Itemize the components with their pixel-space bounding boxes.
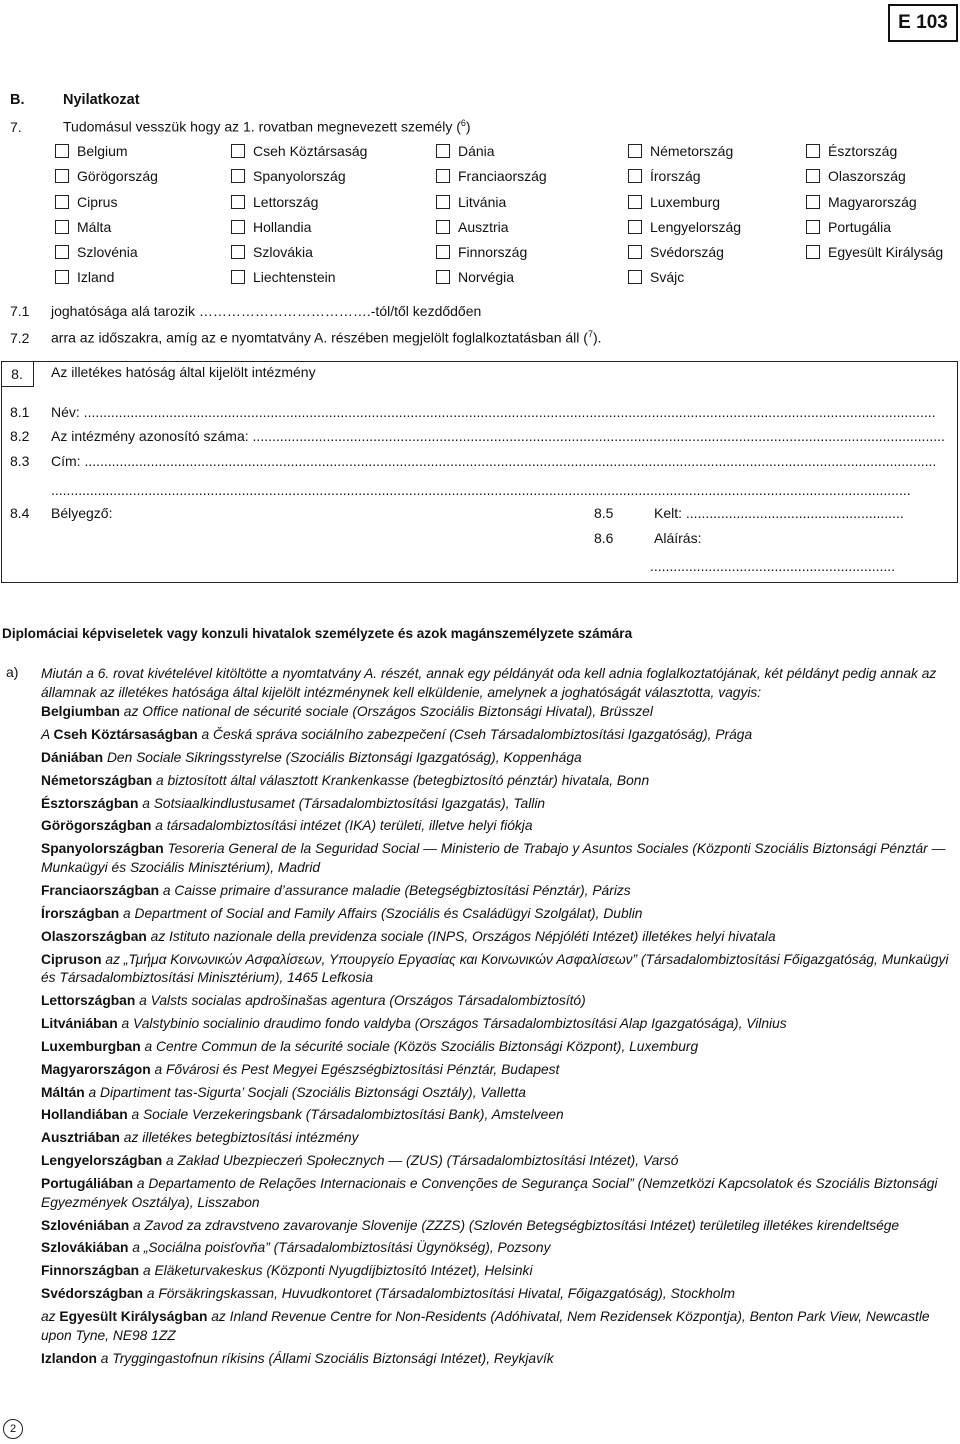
country-label: Görögország [77, 168, 158, 185]
item-7-2: 7.2 arra az időszakra, amíg az e nyomtatvány A. részében megjelölt foglalkoztatásban áll ($^7$). [10, 329, 602, 346]
country-label: Ausztria [458, 218, 509, 235]
country-row [0, 140, 960, 165]
checkbox[interactable] [436, 169, 450, 183]
item-a-intro: Miután a 6. rovat kivételével kitöltötte a nyomtatvány A. részét, annak egy példányát oda kell adnia foglalkoztatójának, két példányt pedig annak az államnak az illetékes hatósága által kijelölt intézménynek kell elküldenie, amelynek a joghatóságát választotta, vagyis: [41, 666, 937, 700]
country-label: Magyarország [828, 193, 917, 210]
institution-country: Ausztriában [41, 1130, 120, 1146]
institution-entry [41, 772, 959, 791]
checkbox[interactable] [628, 195, 642, 209]
country-option[interactable] [55, 165, 158, 187]
country-option[interactable] [806, 216, 891, 238]
item-7-2-end: ). [592, 329, 602, 346]
institution-entry [41, 1217, 959, 1236]
country-label: Lengyelország [650, 218, 742, 235]
country-label: Ciprus [77, 193, 118, 210]
country-option[interactable] [806, 191, 917, 213]
item-7-2-label: 7.2 [10, 329, 30, 346]
institution-country: Cseh Köztársaságban [53, 726, 198, 742]
institution-text: a Sociale Verzekeringsbank (Társadalombiztosítási Bank), Amstelveen [127, 1107, 564, 1123]
country-option[interactable] [55, 266, 114, 288]
checkbox[interactable] [806, 195, 820, 209]
item-7-2-text: arra az időszakra, amíg az e nyomtatvány A. részében megjelölt foglalkoztatásban áll [51, 329, 580, 346]
country-row [0, 266, 960, 291]
institution-entry [41, 905, 959, 924]
section-b-heading: Nyilatkozat [63, 92, 140, 108]
country-label: Hollandia [253, 218, 312, 235]
country-option[interactable] [55, 241, 138, 263]
country-option[interactable] [55, 191, 117, 213]
checkbox[interactable] [231, 169, 245, 183]
country-label: Liechtenstein [253, 269, 336, 286]
item-7-2-note: 7 [587, 329, 593, 339]
form-code: E 103 [888, 4, 958, 42]
country-label: Svédország [650, 244, 724, 261]
institution-prefix: A [41, 726, 54, 742]
country-option[interactable] [231, 165, 346, 187]
checkbox[interactable] [436, 220, 450, 234]
institution-country: Litvániában [41, 1015, 118, 1031]
checkbox[interactable] [806, 220, 820, 234]
item-7-1-text: joghatósága alá tarozik ……………………………….-tól/től kezdődően [51, 303, 482, 319]
country-row [0, 216, 960, 241]
country-label: Lettország [253, 193, 319, 210]
field-name-label: 8.1 [10, 404, 30, 420]
institution-text: a Valstybinio socialinio draudimo fondo valdyba (Országos Társadalombiztosítási Alap Igazgatósága), Vilnius [117, 1015, 787, 1031]
institution-text: a „Sociálna poisťovňa” (Társadalombiztosítási Ügynökség), Pozsony [128, 1240, 551, 1256]
checkbox[interactable] [806, 169, 820, 183]
field-institution-id-label: 8.2 [10, 428, 30, 444]
country-option[interactable] [628, 266, 684, 288]
item-7-1-label: 7.1 [10, 303, 30, 319]
section-8-label: 8. [1, 361, 34, 387]
checkbox[interactable] [55, 195, 69, 209]
country-label: Portugália [828, 218, 892, 235]
checkbox[interactable] [436, 270, 450, 284]
item-7-note: 6 [460, 118, 466, 128]
institution-country: Lettországban [41, 992, 136, 1008]
institution-text: a társadalombiztosítási intézet (IKA) területi, illetve helyi fiókja [151, 818, 533, 834]
institution-entry [41, 882, 959, 901]
institution-text: a Fővárosi és Pest Megyei Egészségbiztosítási Pénztár, Budapest [150, 1061, 560, 1077]
item-7: 7. Tudomásul vesszük hogy az 1. rovatban megnevezett személy ($^6$) [10, 118, 471, 135]
country-label: Szlovénia [77, 244, 138, 261]
institution-country: Észtországban [41, 795, 139, 811]
institution-text: Tesoreria General de la Seguridad Social — Ministerio de Trabajo y Asuntos Sociales (Központi Szociális Biztonsági Pénztár — Munkaügyi és Szociális Minisztérium), Madrid [41, 841, 946, 875]
institution-country: Dániában [41, 749, 104, 765]
signature-line[interactable]: ............................................................... [650, 558, 896, 574]
field-address-label: 8.3 [10, 453, 30, 469]
checkbox[interactable] [55, 144, 69, 158]
institution-text: az Istituto nazionale della previdenza sociale (INPS, Országos Népjóléti Intézet) illetékes helyi hivatala [146, 928, 776, 944]
institution-text: a Sotsiaalkindlustusamet (Társadalombiztosítási Igazgatás), Tallin [138, 795, 546, 811]
country-label: Svájc [650, 269, 685, 286]
institution-country: Olaszországban [41, 928, 147, 944]
country-label: Olaszország [828, 168, 906, 185]
institution-entry [41, 703, 959, 722]
institution-entry [41, 749, 959, 768]
checkbox[interactable] [806, 144, 820, 158]
institution-text: az illetékes betegbiztosítási intézmény [119, 1130, 359, 1146]
country-label: Belgium [77, 143, 128, 159]
checkbox[interactable] [55, 245, 69, 259]
country-label: Észtország [828, 143, 898, 159]
institution-country: Belgiumban [41, 704, 120, 719]
institution-text: az Inland Revenue Centre for Non-Residents (Adóhivatal, Nem Rezidensek Központja), Benton Park View, Newcastle upon Tyne, NE98 1ZZ [41, 1309, 930, 1343]
institution-entry [41, 1285, 959, 1304]
country-label: Málta [77, 218, 112, 235]
institution-text: Den Sociale Sikringsstyrelse (Szociális Biztonsági Igazgatóság), Koppenhága [103, 749, 582, 765]
country-option[interactable] [806, 165, 906, 187]
institution-entry [41, 1015, 959, 1034]
checkbox[interactable] [231, 144, 245, 158]
institution-entry [41, 1262, 959, 1281]
checkbox[interactable] [55, 220, 69, 234]
country-option[interactable] [628, 165, 701, 187]
country-option[interactable] [55, 140, 128, 162]
country-option[interactable] [806, 140, 897, 162]
institution-text: a Česká správa sociálního zabezpečení (Cseh Társadalombiztosítási Igazgatóság), Prága [197, 726, 753, 742]
country-option[interactable] [436, 216, 509, 238]
country-option[interactable] [436, 266, 514, 288]
country-option[interactable] [628, 140, 733, 162]
institution-text: a biztosított által választott Krankenkasse (betegbiztosító pénztár) hivatala, Bonn [152, 772, 650, 788]
country-option[interactable] [628, 241, 724, 263]
country-option[interactable] [231, 191, 318, 213]
section-8-title: Az illetékes hatóság által kijelölt intézmény [51, 364, 316, 380]
checkbox[interactable] [628, 245, 642, 259]
country-option[interactable] [55, 216, 111, 238]
institution-country: Szlovéniában [41, 1217, 130, 1233]
institution-entry [41, 817, 959, 836]
institution-country: Máltán [41, 1084, 85, 1100]
country-row [0, 165, 960, 190]
page-number: 2 [3, 1419, 23, 1439]
checkbox[interactable] [55, 169, 69, 183]
country-label: Spanyolország [253, 168, 346, 185]
institution-country: Görögországban [41, 818, 152, 834]
checkbox[interactable] [231, 220, 245, 234]
institution-country: Magyarországon [41, 1061, 151, 1077]
institution-country: Hollandiában [41, 1107, 128, 1123]
checkbox[interactable] [231, 195, 245, 209]
country-label: Norvégia [458, 269, 515, 286]
item-7-label: 7. [10, 118, 22, 135]
checkbox[interactable] [436, 245, 450, 259]
country-label: Dánia [458, 143, 495, 159]
field-name[interactable] [10, 404, 936, 420]
checkbox[interactable] [55, 270, 69, 284]
institution-entry [41, 840, 959, 877]
checkbox[interactable] [436, 195, 450, 209]
institution-text: a Zakład Ubezpieczeń Społecznych — (ZUS) (Társadalombiztosítási Intézet), Varsó [162, 1153, 679, 1169]
country-label: Németország [650, 143, 734, 159]
country-option[interactable] [628, 191, 720, 213]
institution-country: Izlandon [41, 1350, 97, 1366]
diplomatic-staff-title: Diplomáciai képviseletek vagy konzuli hivatalok személyzete és azok magánszemélyzete számára [2, 626, 633, 641]
institution-entry [41, 1152, 959, 1171]
institution-text: a Eläketurvakeskus (Központi Nyugdíjbiztosító Intézet), Helsinki [139, 1263, 533, 1279]
field-stamp-label: 8.4 [10, 505, 30, 521]
checkbox[interactable] [628, 144, 642, 158]
institution-entry [41, 1350, 959, 1369]
country-row [0, 191, 960, 216]
country-option[interactable] [806, 241, 943, 263]
institution-entry [41, 1084, 959, 1103]
country-option[interactable] [436, 140, 495, 162]
checkbox[interactable] [231, 245, 245, 259]
institution-entry [41, 1239, 959, 1258]
institution-country: Luxemburgban [41, 1038, 141, 1054]
country-option[interactable] [231, 241, 313, 263]
field-signature-text: Aláírás: [654, 530, 702, 546]
institution-text: a Valsts socialas apdrošinašas agentura (Országos Társadalombiztosító) [135, 992, 586, 1008]
institution-entry [41, 1038, 959, 1057]
field-address-text: Cím: ........................................................................................................................................................................................................................... [51, 453, 937, 469]
institution-country: Írországban [41, 905, 120, 921]
checkbox[interactable] [436, 144, 450, 158]
institution-country: Portugáliában [41, 1176, 133, 1192]
institution-entry [41, 726, 959, 745]
country-option[interactable] [436, 191, 506, 213]
institution-entry [41, 1308, 959, 1345]
section-b-title [10, 92, 140, 108]
section-8-box [1, 361, 958, 583]
institution-country: Franciaországban [41, 882, 160, 898]
institution-entry [41, 992, 959, 1011]
item-7-1 [10, 303, 481, 319]
country-label: Litvánia [458, 193, 507, 210]
institution-country: Szlovákiában [41, 1240, 129, 1256]
field-name-text: Név: ........................................................................................................................................................................................................................... [51, 404, 936, 420]
institution-country: Svédországban [41, 1286, 143, 1302]
institution-entry [41, 1106, 959, 1125]
country-label: Cseh Köztársaság [253, 143, 368, 159]
institution-text: a Department of Social and Family Affairs (Szociális és Családügyi Szolgálat), Dublin [119, 905, 643, 921]
country-checkbox-grid [0, 140, 960, 292]
country-option[interactable] [436, 241, 527, 263]
institution-entry [41, 951, 959, 988]
institution-entry [41, 928, 959, 947]
institution-text: a Zavod za zdravstveno zavarovanje Slovenije (ZZZS) (Szlovén Betegségbiztosítási Intézet) területileg illetékes kirendeltsége [129, 1217, 900, 1233]
country-label: Finnország [458, 244, 528, 261]
institution-country: Finnországban [41, 1263, 140, 1279]
item-a-label: a) [6, 664, 19, 680]
institution-prefix: az [41, 1309, 60, 1325]
country-option[interactable] [628, 216, 741, 238]
checkbox[interactable] [628, 270, 642, 284]
country-label: Franciaország [458, 168, 547, 185]
country-label: Szlovákia [253, 244, 313, 261]
institution-country: Lengyelországban [41, 1153, 163, 1169]
institution-country: Spanyolországban [41, 841, 164, 857]
institution-country: Cipruson [41, 951, 102, 967]
field-institution-id[interactable] [10, 428, 945, 444]
country-option[interactable] [231, 216, 311, 238]
institution-country: Egyesült Királyságban [59, 1309, 208, 1325]
field-address-line-2[interactable]: ............................................................................................................................................................................................................................. [51, 482, 911, 498]
checkbox[interactable] [628, 169, 642, 183]
institution-text: az Office national de sécurité sociale (Országos Szociális Biztonsági Hivatal), Brüsszel [119, 704, 653, 719]
institution-list [41, 703, 959, 1373]
country-option[interactable] [231, 140, 367, 162]
country-label: Luxemburg [650, 193, 721, 210]
country-label: Izland [77, 269, 115, 286]
institution-text: a Departamento de Relações Internacionais e Convenções de Segurança Social” (Nemzetközi Kapcsolatok és Szociális Biztonsági Egyezmények Osztálya), Lisszabon [41, 1176, 938, 1210]
field-date-label: 8.5 [594, 505, 614, 521]
field-signature[interactable] [594, 530, 701, 546]
institution-entry [41, 1061, 959, 1080]
institution-text: a Dipartiment tas-Sigurta’ Socjali (Szociális Biztonsági Osztály), Valletta [84, 1084, 526, 1100]
institution-text: az „Τμήμα Κοινωνικών Ασφαλίσεων, Υπουργείο Εργασίας και Κοινωνικών Ασφαλίσεων” (Társadalombiztosítási Főigazgatóság, Munkaügyi és Társadalombiztosítási Minisztérium), 1465 Lefkosia [41, 951, 949, 986]
field-signature-label: 8.6 [594, 530, 614, 546]
item-7-text: Tudomásul vesszük hogy az 1. rovatban megnevezett személy [63, 118, 453, 135]
institution-entry [41, 1129, 959, 1148]
checkbox[interactable] [806, 245, 820, 259]
field-date-text: Kelt: ........................................................ [654, 505, 904, 521]
institution-text: a Försäkringskassan, Huvudkontoret (Társadalombiztosítási Hivatal, Főigazgatóság), Stockholm [142, 1286, 735, 1302]
country-row [0, 241, 960, 266]
field-address[interactable] [10, 453, 936, 469]
field-institution-id-text: Az intézmény azonosító száma: .................................................................................................................................................................................. [51, 428, 945, 444]
country-option[interactable] [436, 165, 547, 187]
country-label: Írország [650, 168, 701, 185]
checkbox[interactable] [628, 220, 642, 234]
country-option[interactable] [231, 266, 336, 288]
field-date[interactable] [594, 505, 904, 521]
institution-text: a Tryggingastofnun ríkisins (Állami Szociális Biztonsági Intézet), Reykjavík [96, 1350, 554, 1366]
section-b-label: B. [10, 92, 25, 108]
country-label: Egyesült Királyság [828, 244, 944, 261]
institution-text: a Centre Commun de la sécurité sociale (Közös Szociális Biztonsági Központ), Luxemburg [140, 1038, 699, 1054]
field-stamp-text: Bélyegző: [51, 505, 113, 521]
field-stamp [10, 505, 112, 521]
institution-entry [41, 795, 959, 814]
institution-country: Németországban [41, 772, 153, 788]
institution-text: a Caisse primaire d’assurance maladie (Betegségbiztosítási Pénztár), Párizs [159, 882, 631, 898]
checkbox[interactable] [231, 270, 245, 284]
institution-entry [41, 1175, 959, 1212]
